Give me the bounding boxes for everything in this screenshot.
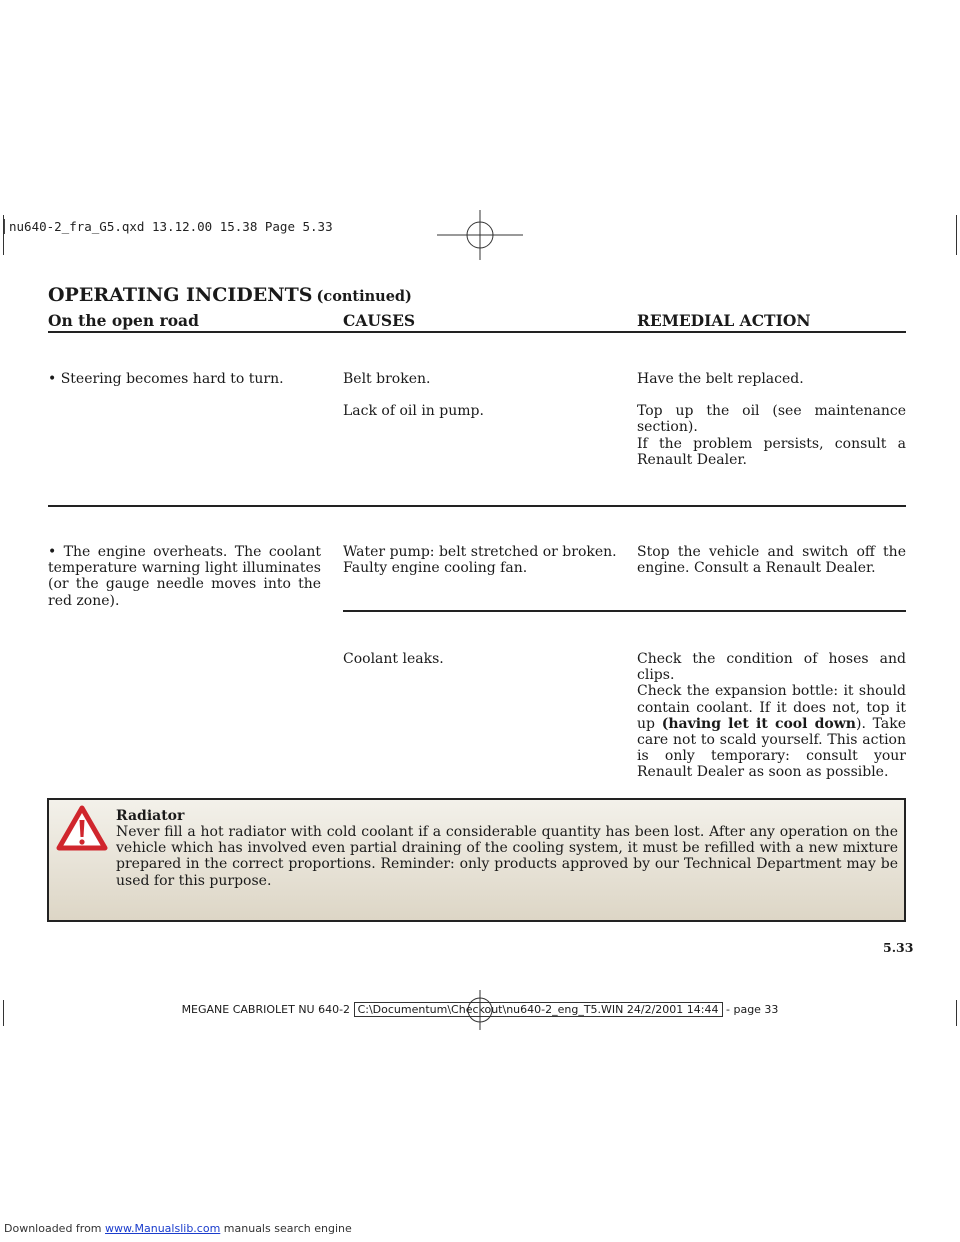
footer-left: MEGANE CABRIOLET NU 640-2	[181, 1003, 351, 1016]
header-rule	[48, 331, 906, 333]
row1-remedy2: Top up the oil (see maintenance section).	[637, 403, 906, 436]
crop-mark-bottom-right	[956, 1000, 957, 1026]
printer-slug: nu640-2_fra_G5.qxd 13.12.00 15.38 Page 5.33	[4, 219, 337, 234]
row1-remedy3: If the problem persists, consult a Renault Dealer.	[637, 435, 906, 468]
sub-row-divider	[343, 610, 906, 612]
row2-remedy2: Check the condition of hoses and clips.	[637, 651, 906, 684]
row2-remedy3-post: ). Take care not to scald yourself. This action is only temporary: consult your Renault Dealer as soon as possible.	[637, 715, 906, 781]
registration-mark-top	[437, 210, 523, 260]
row2-cause2: Coolant leaks.	[343, 651, 444, 667]
row1-remedy1: Have the belt replaced.	[637, 371, 804, 387]
crop-mark-left	[3, 215, 4, 255]
footer-path: C:\Documentum\Checkout\nu640-2_eng_T5.WIN 24/2/2001 14:44	[354, 1002, 723, 1017]
page-number: 5.33	[883, 940, 914, 955]
download-banner	[4, 1222, 352, 1235]
download-suffix: manuals search engine	[223, 1222, 352, 1235]
row1-symptom: • Steering becomes hard to turn.	[48, 371, 284, 387]
warning-text: Never fill a hot radiator with cold coolant if a considerable quantity has been lost. After any operation on the vehicle which has involved even partial draining of the cooling system, it must be refilled with a new mixture prepared in the correct proportions. Reminder: only products approved by our Technical Department may be used for this purpose.	[116, 824, 898, 889]
row1-remedies	[637, 371, 906, 468]
column-header-causes: CAUSES	[343, 311, 416, 330]
page-title-suffix: (continued)	[316, 288, 412, 305]
footer	[0, 1003, 960, 1016]
page-title	[48, 284, 412, 306]
manualslib-link[interactable]: www.Manualslib.com	[105, 1222, 221, 1235]
row2-remedy3	[637, 683, 906, 780]
row1-cause1: Belt broken.	[343, 371, 431, 387]
warning-title: Radiator	[116, 808, 185, 824]
radiator-warning-box	[47, 798, 906, 922]
row2-remedy3-pre: Check the expansion bottle: it should contain coolant. If it does not, top it up	[637, 683, 906, 732]
footer-right: - page 33	[726, 1003, 779, 1016]
row-divider	[48, 505, 906, 507]
warning-triangle-icon	[56, 805, 108, 851]
row1-cause2: Lack of oil in pump.	[343, 403, 484, 420]
column-header-situation: On the open road	[48, 311, 199, 330]
crop-mark-bottom-left	[3, 1000, 4, 1026]
download-prefix: Downloaded from	[4, 1222, 102, 1235]
column-header-remedy: REMEDIAL ACTION	[637, 311, 811, 330]
page-title-text: OPERATING INCIDENTS	[48, 284, 313, 306]
row1-causes	[343, 371, 623, 419]
row2-remedy3-bold: (having let it cool down	[661, 715, 856, 732]
row2-remedies	[637, 651, 906, 781]
row2-cause1: Water pump: belt stretched or broken. Faulty engine cooling fan.	[343, 544, 617, 577]
row2-remedy1: Stop the vehicle and switch off the engine. Consult a Renault Dealer.	[637, 544, 906, 577]
row2-symptom: • The engine overheats. The coolant temperature warning light illuminates (or the gauge needle moves into the red zone).	[48, 544, 321, 609]
crop-mark-right	[956, 215, 957, 255]
